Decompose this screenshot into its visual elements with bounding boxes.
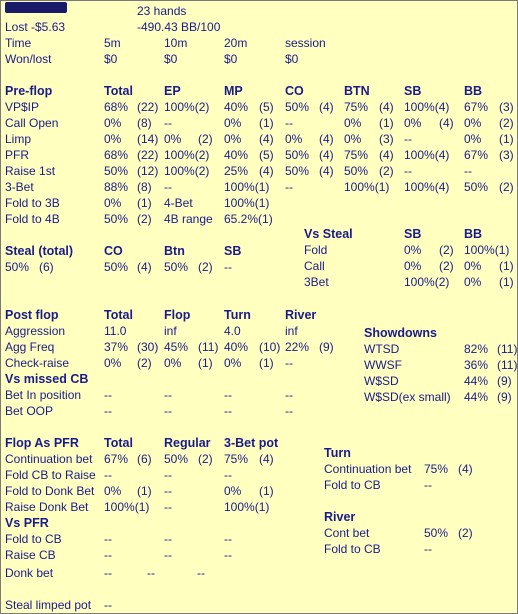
- preflop-row-4-0: Raise 1st: [5, 164, 56, 178]
- preflop-row-1-6: --: [285, 116, 293, 130]
- preflop-row-2-10: (3): [379, 132, 394, 146]
- vs-missed-oop-1: --: [104, 404, 112, 418]
- preflop-row-4-4: 25%: [224, 164, 249, 178]
- vs-missed-inposition-3: --: [224, 388, 232, 402]
- wonlost-0: Won/lost: [5, 52, 52, 66]
- flop-pfr-foldcb-2: --: [164, 468, 172, 482]
- preflop-row-2-5: 0%: [224, 132, 242, 146]
- preflop-row-3-4: 40%: [224, 148, 249, 162]
- vs-steal-fold-0: Fold: [304, 243, 328, 257]
- preflop-header-2: EP: [164, 84, 181, 98]
- preflop-row-1-1: 0%: [104, 116, 122, 130]
- flop-pfr-folddonk-3: --: [164, 484, 172, 498]
- flop-pfr-foldcb-1: --: [104, 468, 112, 482]
- preflop-row-6-2: (1): [137, 196, 152, 210]
- flop-pfr-raisedonk-2: --: [164, 500, 172, 514]
- preflop-row-2-3: 0%: [164, 132, 182, 146]
- steal-header-1: CO: [104, 244, 123, 258]
- preflop-row-2-2: (14): [137, 132, 159, 146]
- preflop-row-2-7: 0%: [285, 132, 303, 146]
- flop-pfr-header-1: Total: [104, 436, 133, 450]
- preflop-row-7-3: 4B range: [164, 212, 213, 226]
- postflop-aggfreq-2: (30): [137, 340, 159, 354]
- vs-missed-oop-2: --: [164, 404, 172, 418]
- vs-pfr-foldcb-3: --: [224, 532, 232, 546]
- turn-cbet-1: 75%: [424, 462, 449, 476]
- preflop-row-0-3: 100%(2): [164, 100, 210, 114]
- showdown-row-0-0: WTSD: [364, 342, 400, 356]
- flop-pfr-cbet-5: 75%: [224, 452, 249, 466]
- preflop-row-5-4: 100%(1): [224, 180, 270, 194]
- vs-steal-3bet-0: 3Bet: [304, 275, 329, 289]
- preflop-row-0-1: 68%: [104, 100, 129, 114]
- steal-row-2: 50%: [104, 260, 129, 274]
- preflop-row-1-2: (8): [137, 116, 152, 130]
- vs-steal-fold-1: 0%: [404, 243, 422, 257]
- preflop-row-4-9: (2): [379, 164, 394, 178]
- preflop-row-6-4: 100%(1): [224, 196, 270, 210]
- vs-missed-oop-0: Bet OOP: [5, 404, 54, 418]
- postflop-checkraise-1: 0%: [104, 356, 122, 370]
- preflop-row-3-8: 75%: [344, 148, 369, 162]
- vs-pfr-raisecb-3: --: [224, 548, 232, 562]
- showdown-row-1-0: WWSF: [364, 358, 402, 372]
- vs-steal-3bet-1: 100%(2): [404, 275, 450, 289]
- preflop-row-0-5: (5): [259, 100, 274, 114]
- preflop-row-3-10: 100%(4): [404, 148, 450, 162]
- flop-pfr-foldcb-0: Fold CB to Raise: [5, 468, 96, 482]
- steal-row-0: 50%: [5, 260, 30, 274]
- preflop-header-3: MP: [224, 84, 243, 98]
- preflop-row-2-12: 0%: [464, 132, 482, 146]
- preflop-row-5-8: 50%: [464, 180, 489, 194]
- preflop-row-4-6: 50%: [285, 164, 310, 178]
- vs-steal-call-4: (1): [499, 259, 514, 273]
- river-cbet-0: Cont bet: [324, 526, 370, 540]
- preflop-row-5-1: 88%: [104, 180, 129, 194]
- preflop-row-1-9: 0%: [404, 116, 422, 130]
- preflop-row-6-1: 0%: [104, 196, 122, 210]
- vs-pfr-donk-1: --: [104, 566, 112, 580]
- postflop-checkraise-5: 0%: [224, 356, 242, 370]
- preflop-row-2-8: (4): [319, 132, 334, 146]
- steal-row-1: (6): [39, 260, 54, 274]
- preflop-header-0: Pre-flop: [5, 84, 53, 98]
- flop-pfr-header-2: Regular: [164, 436, 211, 450]
- vs-missed-inposition-4: --: [285, 388, 293, 402]
- vs-pfr-raisecb-1: --: [104, 548, 112, 562]
- river-title: River: [324, 510, 356, 524]
- preflop-row-4-11: --: [464, 164, 472, 178]
- showdown-row-3-0: W$SD(ex small): [364, 390, 451, 404]
- flop-pfr-folddonk-4: 0%: [224, 484, 242, 498]
- flop-pfr-header-0: Flop As PFR: [5, 436, 79, 450]
- preflop-row-3-9: (4): [379, 148, 394, 162]
- turn-foldcb-1: --: [424, 478, 432, 492]
- time-header-1: 5m: [104, 36, 121, 50]
- river-foldcb-1: --: [424, 542, 432, 556]
- preflop-row-6-0: Fold to 3B: [5, 196, 60, 210]
- preflop-row-1-8: (1): [379, 116, 394, 130]
- showdown-row-0-2: (11): [497, 342, 518, 356]
- steal-row-4: 50%: [164, 260, 189, 274]
- postflop-aggression-3: 4.0: [224, 324, 241, 338]
- vs-missed-inposition-1: --: [104, 388, 112, 402]
- hands-count: 23 hands: [137, 4, 187, 18]
- time-header-3: 20m: [224, 36, 248, 50]
- postflop-aggfreq-3: 45%: [164, 340, 189, 354]
- preflop-row-2-0: Limp: [5, 132, 32, 146]
- postflop-checkraise-3: 0%: [164, 356, 182, 370]
- preflop-row-0-11: 67%: [464, 100, 489, 114]
- steal-header-3: SB: [224, 244, 242, 258]
- vs-steal-call-2: (2): [439, 259, 454, 273]
- postflop-checkraise-0: Check-raise: [5, 356, 70, 370]
- vs-missed-inposition-0: Bet In position: [5, 388, 82, 402]
- preflop-row-5-5: --: [285, 180, 293, 194]
- preflop-row-0-6: 50%: [285, 100, 310, 114]
- preflop-row-1-0: Call Open: [5, 116, 59, 130]
- showdown-row-2-2: (9): [497, 374, 512, 388]
- postflop-checkraise-4: (1): [198, 356, 213, 370]
- steal-limped-0: Steal limped pot: [5, 598, 92, 612]
- preflop-header-5: BTN: [344, 84, 370, 98]
- preflop-row-3-6: 50%: [285, 148, 310, 162]
- preflop-row-3-11: 67%: [464, 148, 489, 162]
- preflop-row-3-1: 68%: [104, 148, 129, 162]
- preflop-row-0-0: VP$IP: [5, 100, 40, 114]
- preflop-row-5-9: (2): [499, 180, 514, 194]
- showdown-row-1-2: (11): [497, 358, 518, 372]
- preflop-row-4-1: 50%: [104, 164, 129, 178]
- flop-pfr-folddonk-0: Fold to Donk Bet: [5, 484, 95, 498]
- postflop-header-1: Total: [104, 308, 133, 322]
- preflop-row-2-4: (2): [198, 132, 213, 146]
- preflop-row-5-2: (8): [137, 180, 152, 194]
- steal-row-5: (2): [198, 260, 213, 274]
- vs-missed-inposition-2: --: [164, 388, 172, 402]
- showdown-row-1-1: 36%: [464, 358, 489, 372]
- preflop-header-6: SB: [404, 84, 422, 98]
- preflop-row-1-12: (2): [499, 116, 514, 130]
- river-cbet-2: (2): [458, 526, 473, 540]
- lost-amount: Lost -$5.63: [5, 20, 66, 34]
- preflop-row-3-7: (4): [319, 148, 334, 162]
- vs-steal-3bet-3: (1): [499, 275, 514, 289]
- vs-steal-call-0: Call: [304, 259, 325, 273]
- preflop-row-1-11: 0%: [464, 116, 482, 130]
- steal-header-2: Btn: [164, 244, 185, 258]
- preflop-row-5-6: 100%(1): [344, 180, 390, 194]
- preflop-row-3-5: (5): [259, 148, 274, 162]
- flop-pfr-folddonk-5: (1): [259, 484, 274, 498]
- postflop-aggfreq-1: 37%: [104, 340, 129, 354]
- time-header-2: 10m: [164, 36, 188, 50]
- flop-pfr-cbet-4: (2): [198, 452, 213, 466]
- preflop-row-1-7: 0%: [344, 116, 362, 130]
- showdown-row-2-1: 44%: [464, 374, 489, 388]
- preflop-row-1-3: --: [164, 116, 172, 130]
- preflop-row-5-3: --: [164, 180, 172, 194]
- vs-pfr-foldcb-2: --: [164, 532, 172, 546]
- preflop-row-2-11: --: [404, 132, 412, 146]
- flop-pfr-raisedonk-3: 100%(1): [224, 500, 270, 514]
- wonlost-1: $0: [104, 52, 118, 66]
- preflop-row-2-6: (4): [259, 132, 274, 146]
- vs-pfr-title: Vs PFR: [5, 516, 49, 530]
- vs-missed-oop-4: --: [285, 404, 293, 418]
- preflop-row-4-8: 50%: [344, 164, 369, 178]
- postflop-aggfreq-6: (10): [259, 340, 281, 354]
- preflop-header-7: BB: [464, 84, 483, 98]
- flop-pfr-folddonk-2: (1): [137, 484, 152, 498]
- river-foldcb-0: Fold to CB: [324, 542, 381, 556]
- preflop-row-3-12: (3): [499, 148, 514, 162]
- preflop-row-3-3: 100%(2): [164, 148, 210, 162]
- turn-title: Turn: [324, 446, 351, 460]
- vs-pfr-donk-0: Donk bet: [5, 566, 54, 580]
- wonlost-3: $0: [224, 52, 238, 66]
- preflop-row-0-2: (22): [137, 100, 159, 114]
- showdowns-title: Showdowns: [364, 326, 437, 340]
- postflop-aggression-4: inf: [285, 324, 298, 338]
- flop-pfr-raisedonk-0: Raise Donk Bet: [5, 500, 89, 514]
- preflop-header-1: Total: [104, 84, 133, 98]
- preflop-row-0-9: (4): [379, 100, 394, 114]
- vs-pfr-foldcb-0: Fold to CB: [5, 532, 62, 546]
- postflop-aggression-1: 11.0: [104, 324, 127, 338]
- river-cbet-1: 50%: [424, 526, 449, 540]
- preflop-row-5-0: 3-Bet: [5, 180, 34, 194]
- preflop-row-3-2: (22): [137, 148, 159, 162]
- flop-pfr-raisedonk-1: 100%(1): [104, 500, 150, 514]
- steal-row-3: (4): [137, 260, 152, 274]
- preflop-row-4-3: 100%(2): [164, 164, 210, 178]
- preflop-row-4-7: (4): [319, 164, 334, 178]
- preflop-header-4: CO: [285, 84, 304, 98]
- postflop-aggfreq-5: 40%: [224, 340, 249, 354]
- steal-row-6: --: [224, 260, 232, 274]
- postflop-checkraise-6: (1): [259, 356, 274, 370]
- postflop-aggfreq-0: Agg Freq: [5, 340, 55, 354]
- vs-pfr-raisecb-0: Raise CB: [5, 548, 56, 562]
- wonlost-4: $0: [285, 52, 299, 66]
- preflop-row-7-2: (2): [137, 212, 152, 226]
- showdown-row-2-0: W$SD: [364, 374, 399, 388]
- preflop-row-0-4: 40%: [224, 100, 249, 114]
- vs-steal-fold-3: 100%(1): [464, 243, 510, 257]
- postflop-checkraise-7: --: [285, 356, 293, 370]
- turn-cbet-0: Continuation bet: [324, 462, 412, 476]
- vs-pfr-raisecb-2: --: [164, 548, 172, 562]
- vs-steal-header-1: SB: [404, 227, 422, 241]
- showdown-row-3-1: 44%: [464, 390, 489, 404]
- vs-steal-call-3: 0%: [464, 259, 482, 273]
- flop-pfr-cbet-1: 67%: [104, 452, 129, 466]
- bb-per-100: -490.43 BB/100: [137, 20, 221, 34]
- showdown-row-0-1: 82%: [464, 342, 489, 356]
- flop-pfr-cbet-3: 50%: [164, 452, 189, 466]
- time-header-4: session: [285, 36, 326, 50]
- preflop-row-1-5: (1): [259, 116, 274, 130]
- vs-missed-cb-title: Vs missed CB: [5, 372, 89, 386]
- preflop-row-5-7: 100%(4): [404, 180, 450, 194]
- preflop-row-0-7: (4): [319, 100, 334, 114]
- preflop-row-6-3: 4-Bet: [164, 196, 193, 210]
- postflop-header-2: Flop: [164, 308, 191, 322]
- vs-steal-header-0: Vs Steal: [304, 227, 353, 241]
- preflop-row-0-12: (3): [499, 100, 514, 114]
- preflop-row-7-0: Fold to 4B: [5, 212, 60, 226]
- steal-limped-1: --: [104, 598, 112, 612]
- turn-cbet-2: (4): [458, 462, 473, 476]
- time-header-0: Time: [5, 36, 32, 50]
- flop-pfr-cbet-2: (6): [137, 452, 152, 466]
- vs-steal-header-2: BB: [464, 227, 483, 241]
- preflop-row-4-5: (4): [259, 164, 274, 178]
- postflop-header-0: Post flop: [5, 308, 59, 322]
- postflop-aggression-0: Aggression: [5, 324, 66, 338]
- preflop-row-2-1: 0%: [104, 132, 122, 146]
- wonlost-2: $0: [164, 52, 178, 66]
- preflop-row-2-9: 0%: [344, 132, 362, 146]
- postflop-aggfreq-7: 22%: [285, 340, 310, 354]
- preflop-row-7-1: 50%: [104, 212, 129, 226]
- showdown-row-3-2: (9): [497, 390, 512, 404]
- vs-pfr-donk-3: --: [197, 566, 205, 580]
- vs-steal-3bet-2: 0%: [464, 275, 482, 289]
- postflop-header-4: River: [285, 308, 317, 322]
- postflop-aggression-2: inf: [164, 324, 177, 338]
- redacted-player-name: [5, 2, 67, 13]
- vs-pfr-donk-2: --: [147, 566, 155, 580]
- preflop-row-7-4: 65.2%(1): [224, 212, 273, 226]
- flop-pfr-foldcb-3: --: [224, 468, 232, 482]
- postflop-checkraise-2: (2): [137, 356, 152, 370]
- preflop-row-2-13: (1): [499, 132, 514, 146]
- preflop-row-4-2: (12): [137, 164, 159, 178]
- preflop-row-0-8: 75%: [344, 100, 369, 114]
- preflop-row-4-10: --: [404, 164, 412, 178]
- preflop-row-3-0: PFR: [5, 148, 29, 162]
- preflop-row-1-10: (4): [439, 116, 454, 130]
- vs-pfr-foldcb-1: --: [104, 532, 112, 546]
- flop-pfr-cbet-0: Continuation bet: [5, 452, 93, 466]
- postflop-aggfreq-4: (11): [198, 340, 219, 354]
- flop-pfr-cbet-6: (4): [259, 452, 274, 466]
- flop-pfr-header-3: 3-Bet pot: [224, 436, 279, 450]
- preflop-row-0-10: 100%(4): [404, 100, 450, 114]
- vs-missed-oop-3: --: [224, 404, 232, 418]
- vs-steal-fold-2: (2): [439, 243, 454, 257]
- steal-header-0: Steal (total): [5, 244, 74, 258]
- postflop-header-3: Turn: [224, 308, 251, 322]
- flop-pfr-folddonk-1: 0%: [104, 484, 122, 498]
- preflop-row-1-4: 0%: [224, 116, 242, 130]
- postflop-aggfreq-8: (9): [319, 340, 334, 354]
- turn-foldcb-0: Fold to CB: [324, 478, 381, 492]
- vs-steal-call-1: 0%: [404, 259, 422, 273]
